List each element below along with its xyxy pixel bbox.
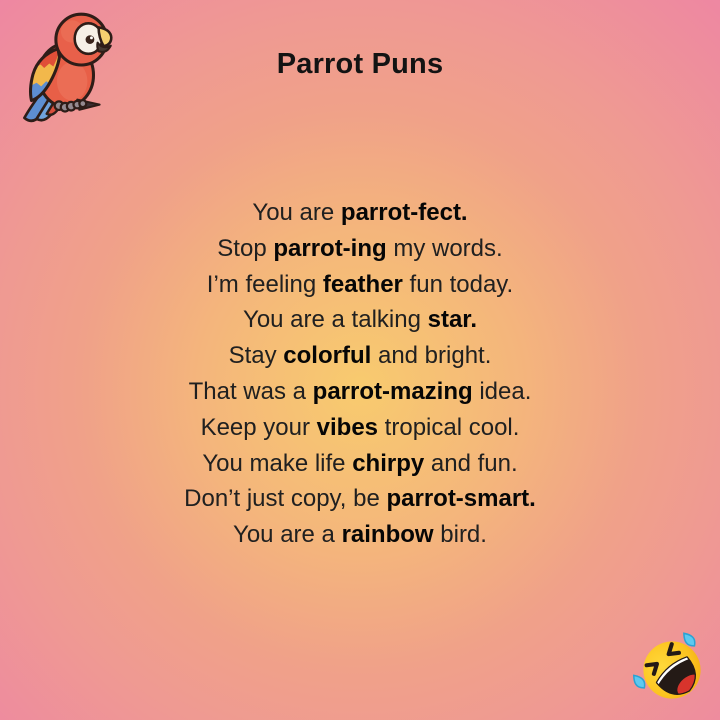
pun-line — [0, 481, 720, 517]
pun-text-bold: parrot-mazing — [312, 377, 473, 405]
pun-line — [0, 410, 720, 446]
pun-line — [0, 195, 720, 231]
pun-text-bold: parrot-ing — [273, 234, 387, 262]
pun-text-bold: rainbow — [341, 521, 434, 549]
pun-line — [0, 267, 720, 303]
pun-text-pre: I’m feeling — [206, 270, 323, 298]
pun-text-post: idea. — [472, 377, 532, 405]
pun-text-pre: You are — [252, 199, 341, 226]
rofl-emoji-svg — [607, 605, 720, 720]
pun-text-post: fun today. — [402, 270, 514, 298]
pun-text-post: my words. — [386, 234, 503, 262]
pun-text-pre: You make life — [202, 449, 353, 477]
pun-text-bold: colorful — [283, 342, 372, 370]
pun-text-bold: chirpy — [352, 449, 425, 477]
pun-text-bold: star. — [427, 306, 477, 334]
pun-line — [0, 231, 720, 267]
pun-text-pre: Don’t just copy, be — [184, 485, 387, 513]
pun-text-pre: Stop — [217, 234, 274, 262]
pun-line — [0, 338, 720, 374]
pun-line — [0, 302, 720, 338]
pun-text-post: and bright. — [371, 342, 492, 370]
pun-line — [0, 446, 720, 482]
pun-text-pre: Keep your — [200, 413, 317, 441]
puns-list — [0, 195, 720, 553]
pun-text-bold: parrot-smart. — [386, 485, 536, 513]
page-title: Parrot Puns — [276, 48, 444, 80]
pun-text-bold: vibes — [316, 413, 379, 441]
rofl-emoji-icon — [607, 605, 720, 720]
pun-text-bold: parrot-fect. — [340, 199, 468, 226]
pun-text-pre: That was a — [188, 377, 313, 405]
pun-text-post: and fun. — [424, 449, 518, 477]
pun-text-pre: You are a talking — [243, 306, 428, 334]
pun-text-post: tropical cool. — [378, 413, 520, 441]
pun-line — [0, 374, 720, 410]
pun-text-pre: You are a — [233, 521, 342, 549]
pun-line — [0, 517, 720, 553]
pun-text-post: bird. — [433, 521, 487, 549]
pun-text-bold: feather — [322, 270, 403, 298]
pun-text-pre: Stay — [228, 342, 284, 370]
